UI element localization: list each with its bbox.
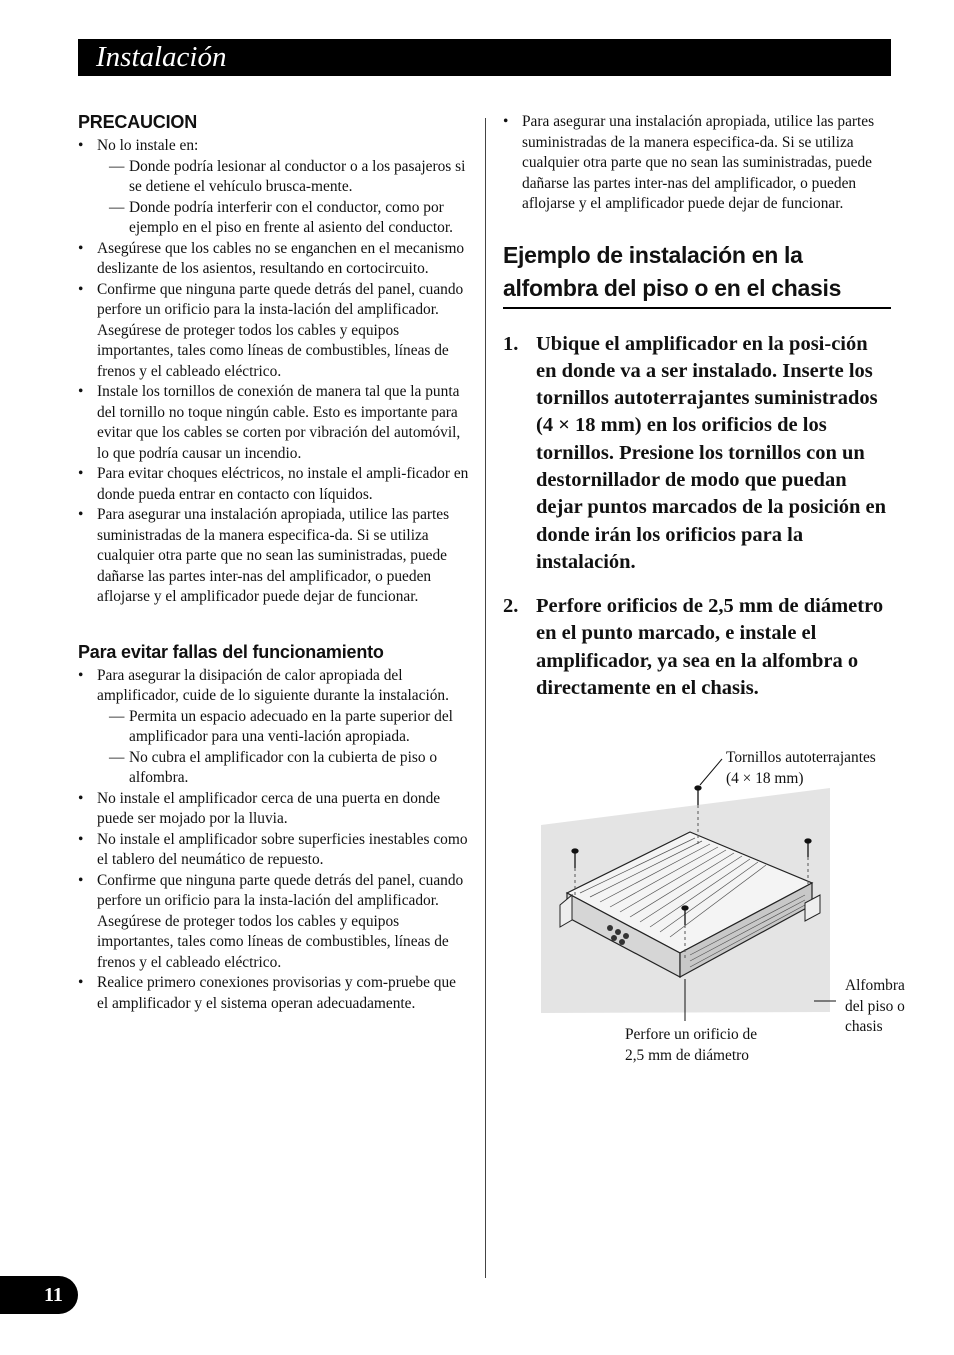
list-item: • Instale los tornillos de conexión de manera tal que la punta del tornillo no toque ningún cable. Esto es importante para evitar que los cables se corten por vibración del automóvil, lo que podría causar un incendio. [78, 382, 470, 464]
precaution-list [78, 136, 470, 608]
right-bullet-list [503, 112, 891, 215]
sub-item: — Permita un espacio adecuado en la parte superior del amplificador para una venti-lación apropiada. [109, 707, 453, 745]
sub-item: — Donde podría interferir con el conductor, como por ejemplo en el piso en frente al asiento del conductor. [109, 198, 453, 236]
list-item: • Confirme que ninguna parte quede detrás del panel, cuando perfore un orificio para la insta-lación del amplificador. Asegúrese de proteger todos los cables y equipos importantes, tales como líneas de combustibles, líneas de frenos y el cableado eléctrico. [78, 871, 470, 974]
page-number: 11 [44, 1284, 63, 1306]
list-item: • No instale el amplificador cerca de una puerta en donde puede ser mojado por la lluvia. [78, 789, 470, 830]
drill-label: Perfore un orificio de 2,5 mm de diámetro [625, 1026, 758, 1064]
list-item: • Realice primero conexiones provisorias y com-pruebe que el amplificador y el sistema operan adecuadamente. [78, 973, 470, 1014]
malfunction-heading: Para evitar fallas del funcionamiento [78, 641, 384, 662]
page-number-tab [0, 1276, 78, 1314]
page-title: Instalación [96, 41, 227, 73]
sub-item: — No cubra el amplificador con la cubierta de piso o alfombra. [109, 748, 438, 786]
step-number: 2. [503, 595, 519, 618]
right-column [503, 112, 891, 702]
carpet-label: Alfombra del piso o chasis [845, 977, 905, 1035]
step-text: Perfore orificios de 2,5 mm de diámetro en el punto marcado, e instale el amplificador, ya sea en la alfombra o directamente en el chasis. [536, 595, 884, 700]
screws-label: Tornillos autoterrajantes (4 × 18 mm) [726, 749, 876, 787]
list-item: • Asegúrese que los cables no se enganchen en el mecanismo deslizante de los asientos, resultando en cortocircuito. [78, 239, 470, 280]
step-1 [503, 331, 891, 577]
sub-item: — Donde podría lesionar al conductor o a los pasajeros si se detiene el vehículo brusca-mente. [109, 157, 466, 195]
left-column [78, 112, 470, 1014]
installation-example-heading: Ejemplo de instalación en la alfombra del piso o en el chasis [503, 239, 891, 309]
malfunction-list [78, 666, 470, 1015]
column-divider [485, 118, 486, 1278]
installation-figure [540, 745, 920, 1075]
list-item: • Para asegurar una instalación apropiada, utilice las partes suministradas de la manera especifica-da. Si se utiliza cualquier otra parte que no sean las suministradas, puede dañarse las partes inter-nas del amplificador, o pueden aflojarse y el amplificador puede dejar de funcionar. [503, 112, 891, 215]
list-item: • No instale el amplificador sobre superficies inestables como el tablero del neumático de repuesto. [78, 830, 470, 871]
header-bar [78, 39, 891, 76]
list-item: • Para asegurar la disipación de calor apropiada del amplificador, cuide de lo siguiente durante la instalación. — Permita un espacio adecuado en la parte superior del amplificador para una venti-lación apropiada. — No cubra el amplificador con la cubierta de piso o alfombra. [78, 666, 470, 789]
precaution-heading: PRECAUCION [78, 112, 198, 132]
list-item: • Para evitar choques eléctricos, no instale el ampli-ficador en donde pueda entrar en contacto con líquidos. [78, 464, 470, 505]
step-number: 1. [503, 332, 519, 355]
list-item: • Confirme que ninguna parte quede detrás del panel, cuando perfore un orificio para la insta-lación del amplificador. Asegúrese de proteger todos los cables y equipos importantes, tales como líneas de combustibles, líneas de frenos y el cableado eléctrico. [78, 280, 470, 383]
step-text: Ubique el amplificador en la posi-ción en donde va a ser instalado. Inserte los tornillos autoterrajantes suministrados (4 × 18 mm) en los orificios de los tornillos. Presione los tornillos con un destornillador de modo que puedan dejar puntos marcados de la posición en donde irán los orificios para la instalación. [536, 332, 887, 573]
step-2 [503, 593, 891, 702]
list-item: • No lo instale en: — Donde podría lesionar al conductor o a los pasajeros si se detiene el vehículo brusca-mente. — Donde podría interferir con el conductor, como por ejemplo en el piso en frente al asiento del conductor. [78, 136, 470, 239]
list-item: • Para asegurar una instalación apropiada, utilice las partes suministradas de la manera especifica-da. Si se utiliza cualquier otra parte que no sean las suministradas, puede dañarse las partes inter-nas del amplificador, o pueden aflojarse y el amplificador puede dejar de funcionar. [78, 505, 470, 608]
